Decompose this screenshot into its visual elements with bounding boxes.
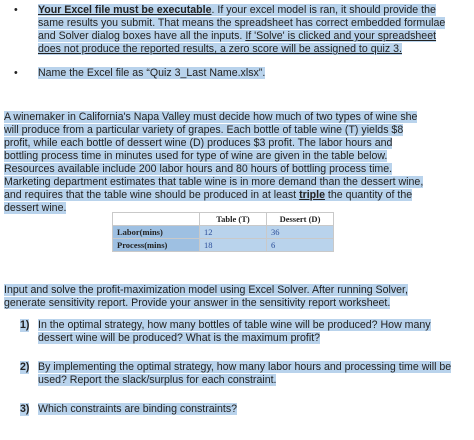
executable-bold-text: Your Excel file must be executable <box>38 4 212 16</box>
problem-text-end: the quantity of the dessert wine. <box>4 189 413 214</box>
table-cell: 18 <box>200 239 267 252</box>
solver-instructions-text: Input and solve the profit-maximization model using Excel Solver. After running Solver, generate sensitivity report. Provide your answer in the sensitivity report worksheet. <box>4 284 408 309</box>
bullet-executable-text <box>38 4 448 56</box>
table-header-cell: Dessert (D) <box>267 213 334 226</box>
question-number: 1) <box>20 319 30 331</box>
question-text-wrap <box>38 403 458 416</box>
question-number: 3) <box>20 403 30 415</box>
table-cell: 36 <box>267 226 334 239</box>
row-label: Process(mins) <box>113 239 200 252</box>
question-text: In the optimal strategy, how many bottles of table wine will be produced? How many dessert wine will be produced? What is the maximum profit? <box>38 319 431 344</box>
question-text-wrap <box>38 361 458 387</box>
table-row <box>113 226 334 239</box>
resource-table <box>112 212 334 252</box>
table-row <box>113 239 334 252</box>
zero-score-warning: If 'Solve' is clicked and your spreadsheet does not produce the reported results, a zero score will be assigned to quiz 3. <box>38 30 437 55</box>
triple-emphasis: triple <box>299 189 325 201</box>
executable-body-text: . If your excel model is ran, it should provide the same results you submit. That means the spreadsheet has correct embedded formulae and Solver dialog boxes have all the inputs. <box>38 4 446 42</box>
table-cell: 12 <box>200 226 267 239</box>
table-header-cell: Table (T) <box>200 213 267 226</box>
question-text: By implementing the optimal strategy, how many labor hours and processing time will be used? Report the slack/surplus for each constraint. <box>38 361 452 386</box>
bullet-filename-text <box>38 67 448 80</box>
bullet-dot: • <box>14 67 18 79</box>
question-number: 2) <box>20 361 30 373</box>
problem-statement <box>4 111 424 215</box>
problem-text: A winemaker in California's Napa Valley must decide how much of two types of wine she will produce from a particular variety of grapes. Each bottle of table wine (T) yields $8 profit, while each bottle of dessert wine (D) produces $3 profit. The labor hours and bottling process time in minutes used for type of wine are given in the table below. Resources available include 200 labor hours and 80 hours of bottling process time. Marketing department estimates that table wine is in more demand than the dessert wine, and requires that the table wine should be produced in at least <box>4 111 424 201</box>
row-label: Labor(mins) <box>113 226 200 239</box>
table-header-row <box>113 213 334 226</box>
question-text: Which constraints are binding constraints? <box>38 403 238 415</box>
solver-instructions <box>4 284 424 310</box>
question-text-wrap <box>38 319 458 345</box>
table-cell: 6 <box>267 239 334 252</box>
filename-instruction: Name the Excel file as “Quiz 3_Last Name.xlsx”. <box>38 67 266 79</box>
bullet-dot: • <box>14 4 18 16</box>
table-header-cell <box>113 213 200 226</box>
